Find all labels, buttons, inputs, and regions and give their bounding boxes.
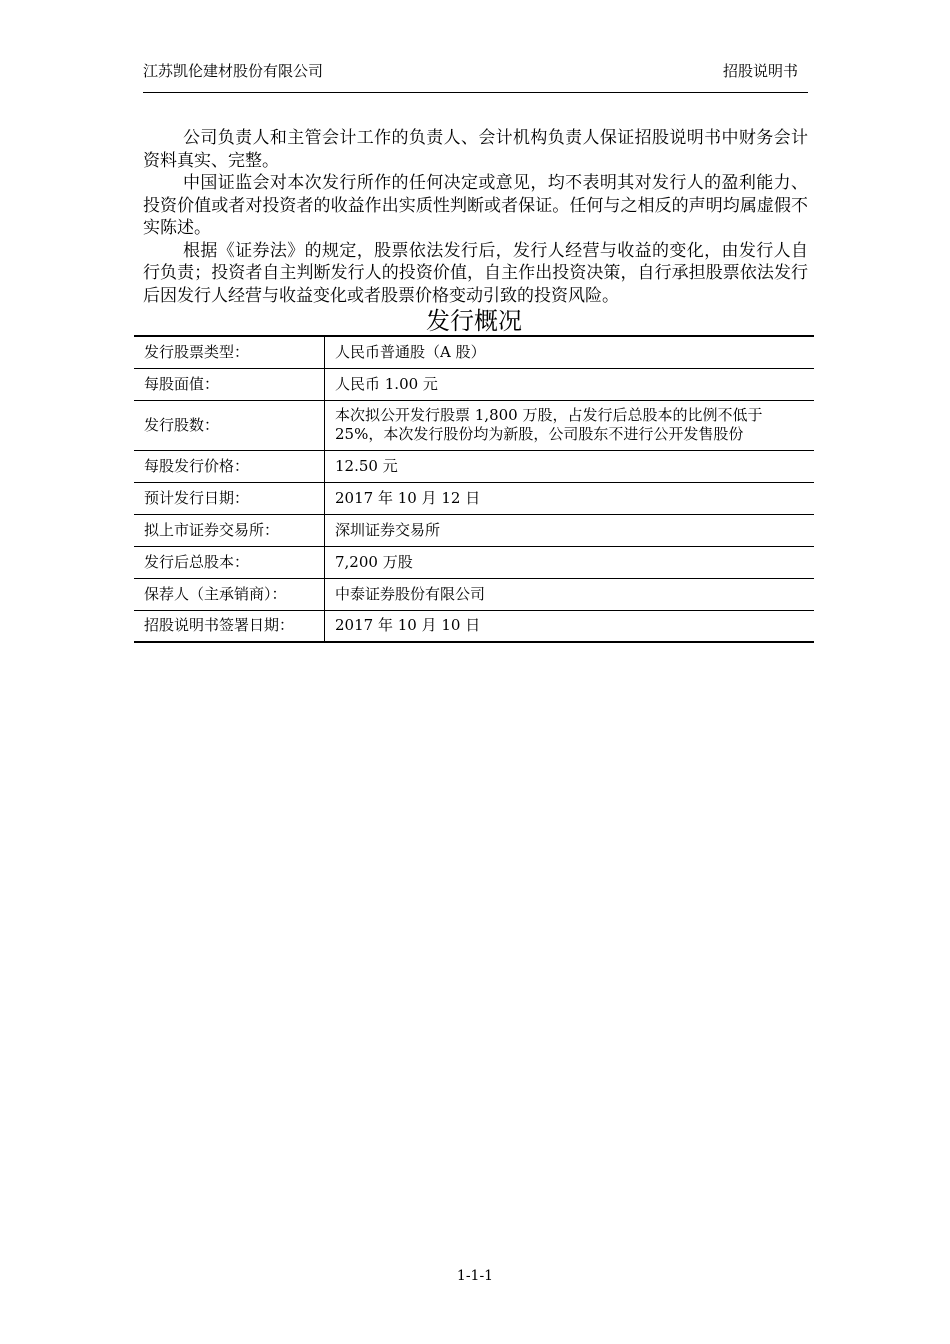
- table-row: [134, 450, 814, 482]
- row-value: 2017 年 10 月 10 日: [325, 610, 815, 642]
- row-label: 每股发行价格：: [134, 450, 325, 482]
- row-value: 2017 年 10 月 12 日: [325, 482, 815, 514]
- table-row: [134, 578, 814, 610]
- header-company-name: 江苏凯伦建材股份有限公司: [143, 62, 324, 80]
- row-value: 深圳证券交易所: [325, 514, 815, 546]
- section-title: 发行概况: [426, 307, 522, 335]
- table-row: [134, 336, 814, 368]
- row-value: 12.50 元: [325, 450, 815, 482]
- row-value: 本次拟公开发行股票 1,800 万股，占发行后总股本的比例不低于 25%，本次发行股份均为新股，公司股东不进行公开发售股份: [325, 400, 815, 450]
- header-document-type: 招股说明书: [722, 62, 798, 80]
- table-row: [134, 482, 814, 514]
- row-label: 招股说明书签署日期：: [134, 610, 325, 642]
- row-label: 保荐人（主承销商）：: [134, 578, 325, 610]
- table-row: [134, 368, 814, 400]
- paragraph-csrc-disclaimer: 中国证监会对本次发行所作的任何决定或意见，均不表明其对发行人的盈利能力、投资价值或者对投资者的收益作出实质性判断或者保证。任何与之相反的声明均属虚假不实陈述。: [143, 173, 808, 238]
- paragraph-financial-responsibility: 公司负责人和主管会计工作的负责人、会计机构负责人保证招股说明书中财务会计资料真实、完整。: [143, 128, 808, 171]
- row-label: 发行股数：: [134, 400, 325, 450]
- row-label: 拟上市证券交易所：: [134, 514, 325, 546]
- paragraph-investment-risk: 根据《证券法》的规定，股票依法发行后，发行人经营与收益的变化，由发行人自行负责；投资者自主判断发行人的投资价值，自主作出投资决策，自行承担股票依法发行后因发行人经营与收益变化或者股票价格变动引致的投资风险。: [143, 240, 808, 306]
- issuance-overview-table: [134, 335, 814, 643]
- row-label: 每股面值：: [134, 368, 325, 400]
- table-row: [134, 546, 814, 578]
- table-row: [134, 400, 814, 450]
- row-value: 人民币普通股（A 股）: [325, 336, 815, 368]
- table-row: [134, 514, 814, 546]
- page-number: 1-1-1: [456, 1268, 494, 1284]
- row-value: 人民币 1.00 元: [325, 368, 815, 400]
- page-header: [143, 56, 808, 93]
- row-value: 中泰证券股份有限公司: [325, 578, 815, 610]
- row-value: 7,200 万股: [325, 546, 815, 578]
- row-label: 预计发行日期：: [134, 482, 325, 514]
- table-row: [134, 610, 814, 642]
- row-label: 发行股票类型：: [134, 336, 325, 368]
- statement-text: [143, 127, 808, 307]
- row-label: 发行后总股本：: [134, 546, 325, 578]
